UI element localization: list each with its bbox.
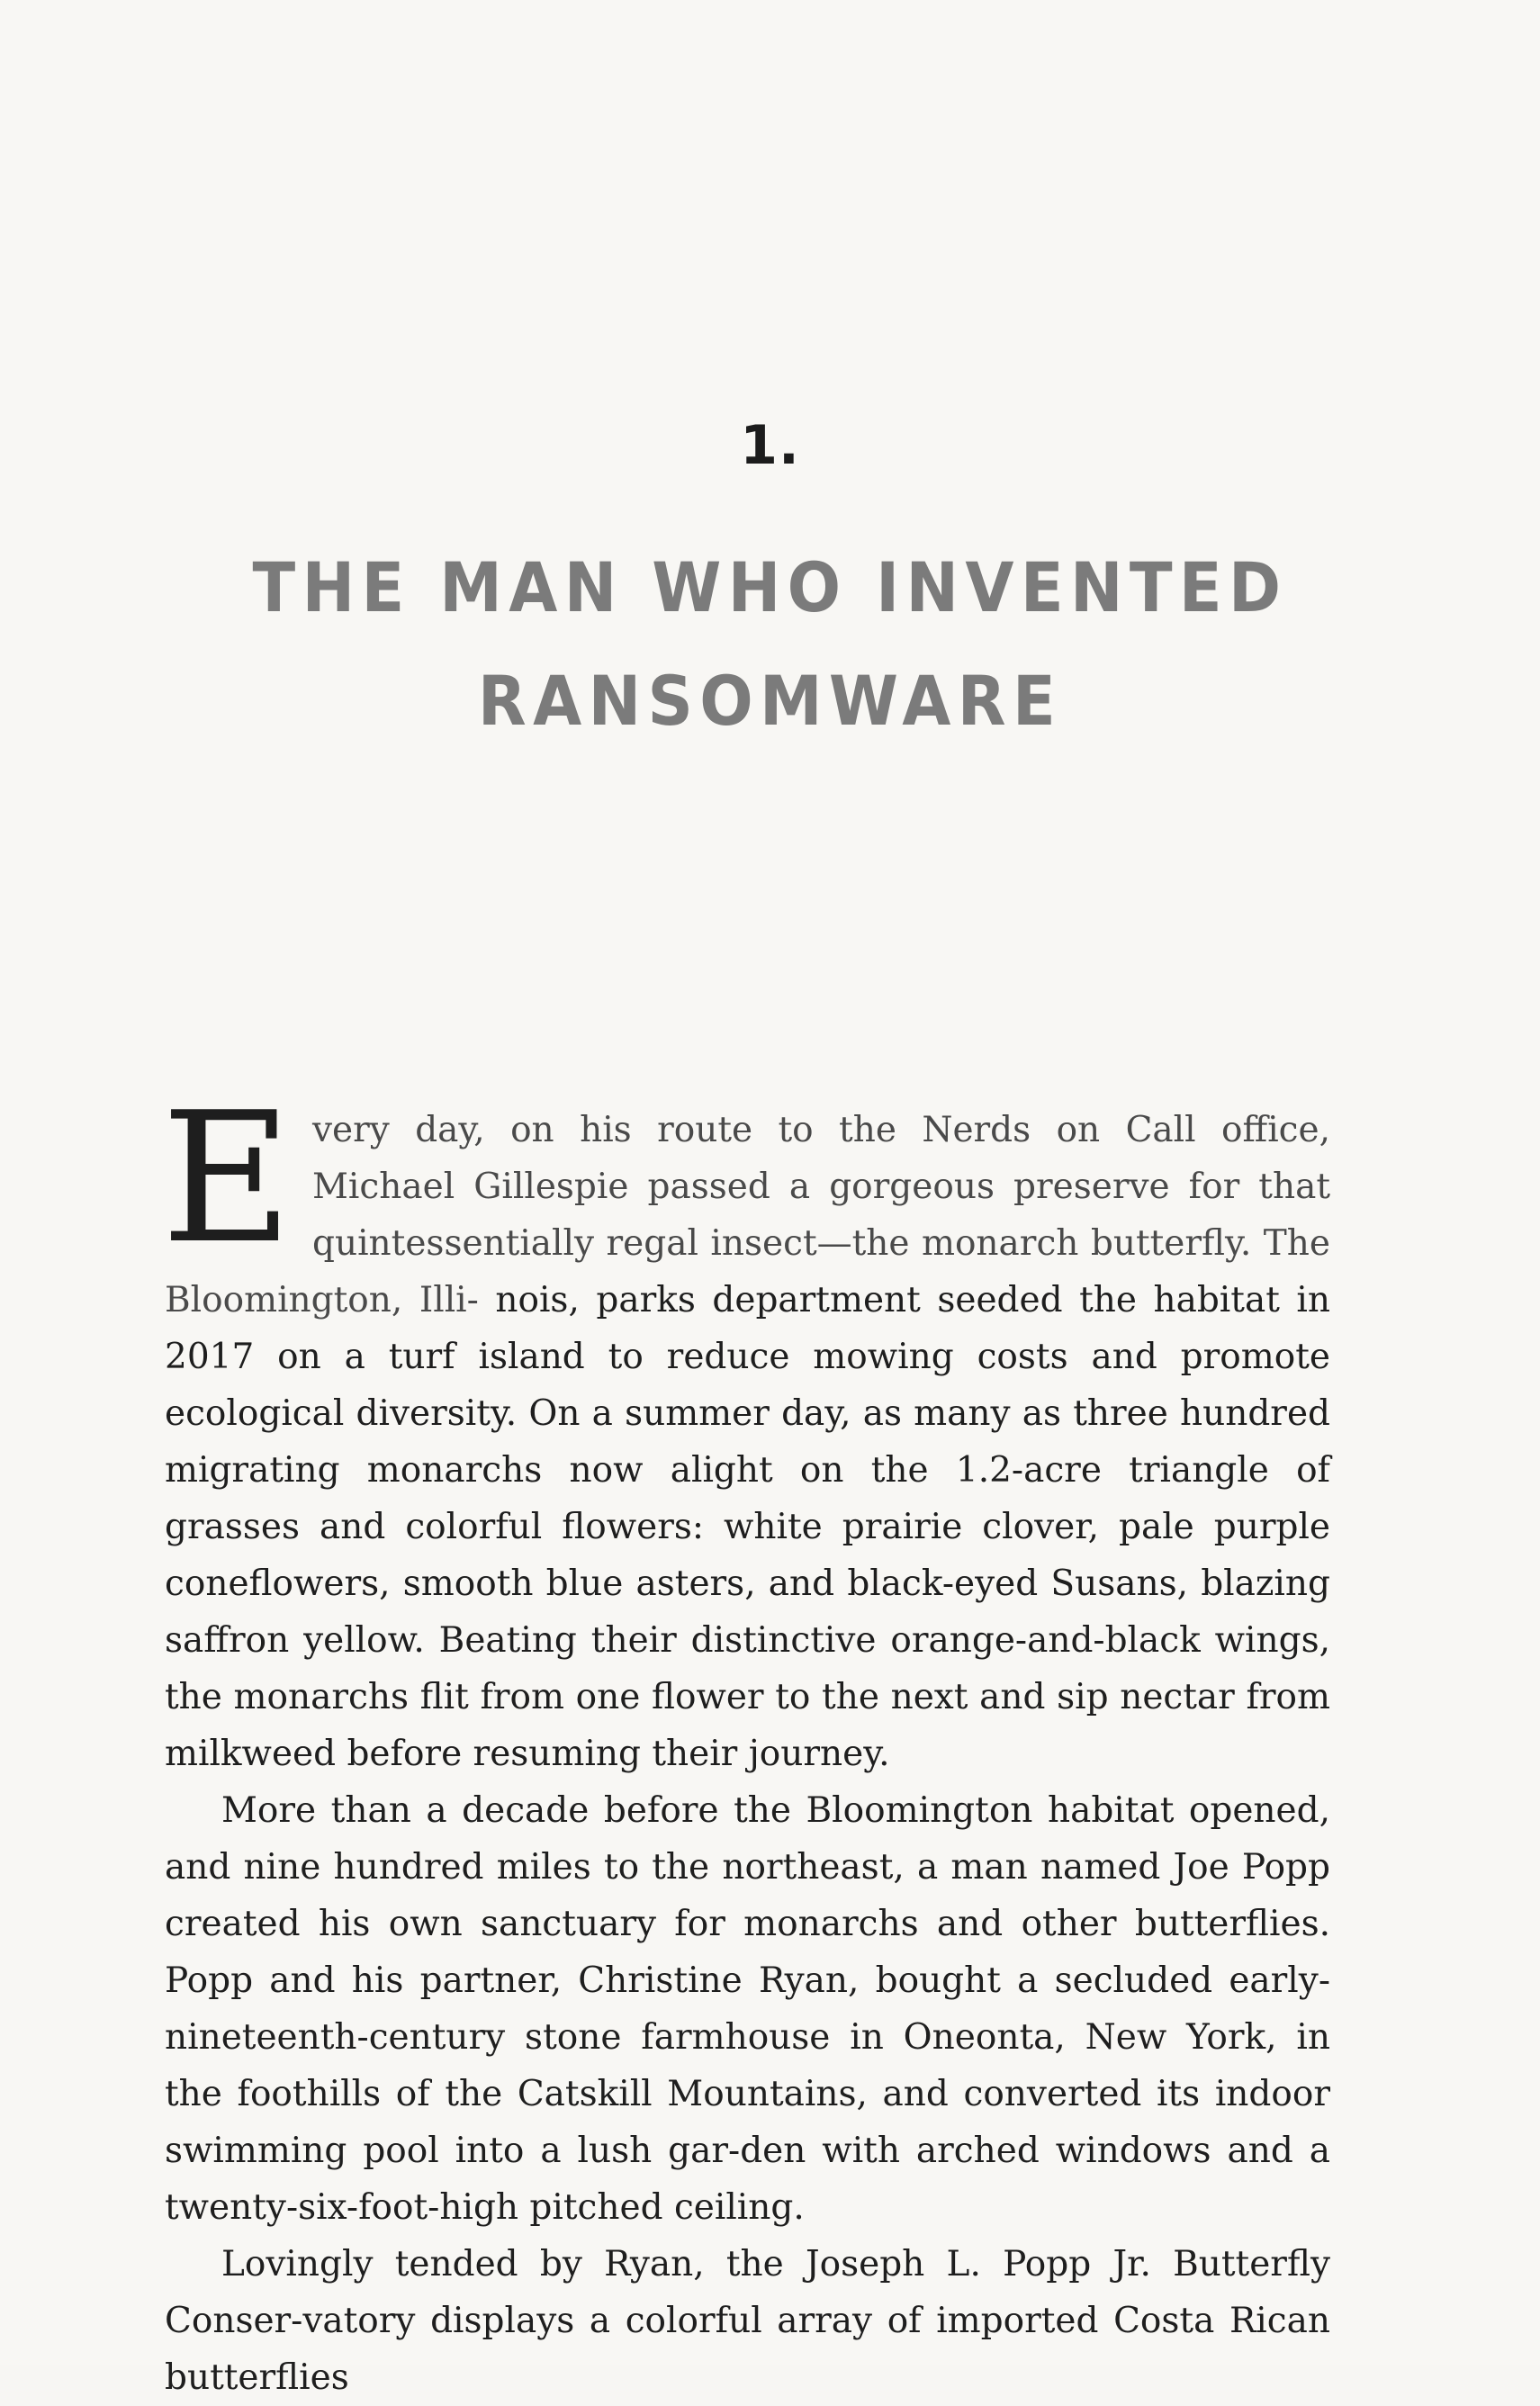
paragraph-1-continuation: nois, parks department seeded the habitat in 2017 on a turf island to reduce mowing costs and promote ecological diversity. On a summer day, as many as three hundred migrating monarchs now alight on the 1.2-acre triangle of grasses and colorful flowers: white prairie clover, pale purple coneflowers, smooth blue asters, and black-eyed Susans, blazing saffron yellow. Beating their distinctive orange-and-black wings, the monarchs flit from one flower to the next and sip nectar from milkweed before resuming their journey.: [165, 1280, 1330, 1774]
lead-in-text: very day, on his route to the Nerds on Call office, Michael Gillespie passed a gorgeous preserve for that quintessentially regal insect—the monarch butterfly. The Bloomington, Illi-: [165, 1110, 1330, 1320]
paragraph-3: Lovingly tended by Ryan, the Joseph L. Popp Jr. Butterfly Conser-vatory displays a colorful array of imported Costa Rican butterflies: [165, 2244, 1330, 2398]
paragraph-1: [161, 1074, 1330, 1782]
drop-cap: E: [161, 1074, 293, 1284]
chapter-number: 1.: [740, 414, 800, 477]
chapter-title-line-2: RANSOMWARE: [477, 661, 1063, 741]
paragraph-2: More than a decade before the Bloomington habitat opened, and nine hundred miles to the northeast, a man named Joe Popp created his own sanctuary for monarchs and other butterflies. Popp and his partner, Christine Ryan, bought a secluded early-nineteenth-century stone farmhouse in Oneonta, New York, in the foothills of the Catskill Mountains, and converted its indoor swimming pool into a lush gar-den with arched windows and a twenty-six-foot-high pitched ceiling.: [165, 1790, 1330, 2228]
chapter-body: [161, 1074, 1330, 2406]
chapter-title-line-1: THE MAN WHO INVENTED: [252, 547, 1288, 627]
chapter-title: [61, 531, 1478, 758]
